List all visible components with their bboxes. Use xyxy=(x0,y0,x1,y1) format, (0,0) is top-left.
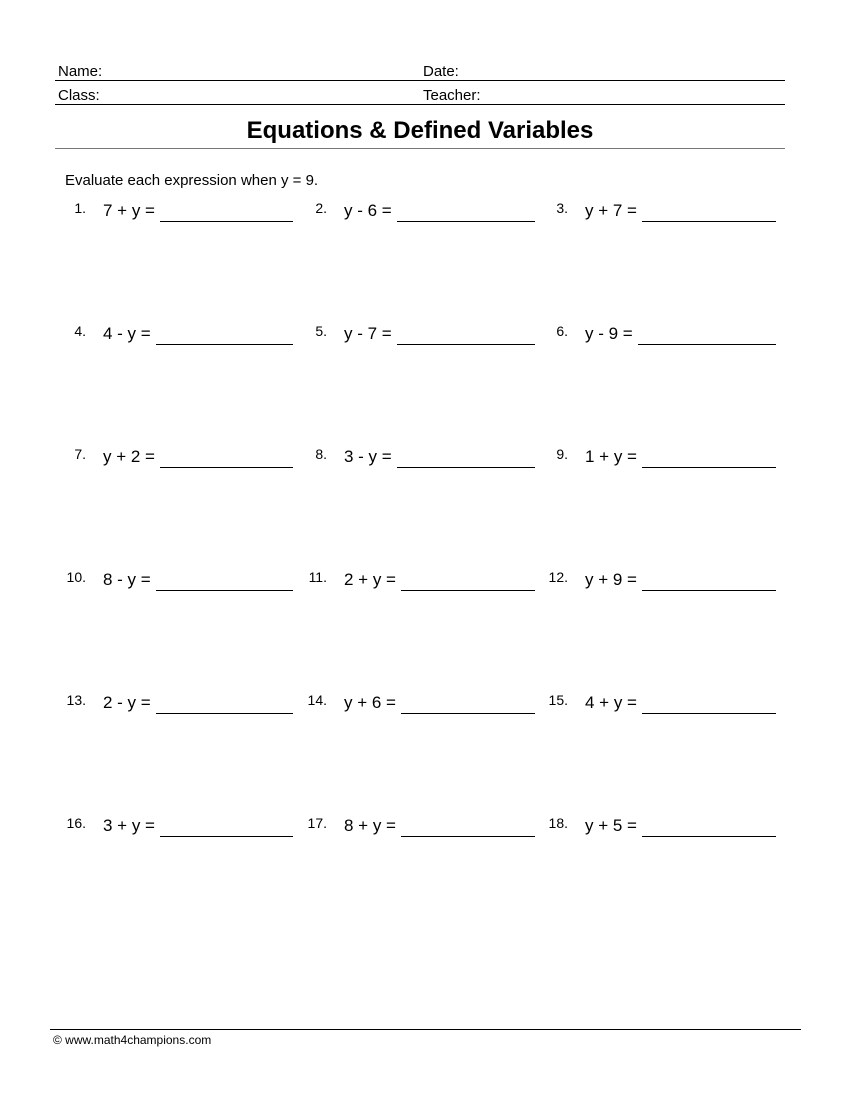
answer-line[interactable] xyxy=(397,344,535,345)
problem-expression: y - 9 = xyxy=(585,324,633,343)
answer-line[interactable] xyxy=(156,344,293,345)
problem-number: 14. xyxy=(307,692,327,708)
problem-number: 10. xyxy=(66,569,86,585)
problem-number: 11. xyxy=(308,569,327,585)
problem-expression: 3 - y = xyxy=(344,447,392,466)
answer-line[interactable] xyxy=(156,590,293,591)
answer-line[interactable] xyxy=(638,344,776,345)
problem-expression: 2 + y = xyxy=(344,570,396,589)
problem-number: 6. xyxy=(556,323,568,339)
problem-number: 18. xyxy=(548,815,568,831)
problem-expression: y + 2 = xyxy=(103,447,155,466)
problem-number: 8. xyxy=(315,446,327,462)
answer-line[interactable] xyxy=(642,836,776,837)
answer-line[interactable] xyxy=(397,221,535,222)
problem-expression: y + 7 = xyxy=(585,201,637,220)
problem-expression: 4 + y = xyxy=(585,693,637,712)
problem-expression: y - 6 = xyxy=(344,201,392,220)
problem-expression: 3 + y = xyxy=(103,816,155,835)
problem-number: 16. xyxy=(66,815,86,831)
class-teacher-line xyxy=(55,104,785,105)
problem-number: 4. xyxy=(74,323,86,339)
problem-expression: y - 7 = xyxy=(344,324,392,343)
answer-line[interactable] xyxy=(156,713,293,714)
problem-number: 17. xyxy=(307,815,327,831)
problem-number: 9. xyxy=(556,446,568,462)
problem-number: 13. xyxy=(66,692,86,708)
answer-line[interactable] xyxy=(160,221,293,222)
answer-line[interactable] xyxy=(642,467,776,468)
answer-line[interactable] xyxy=(160,467,293,468)
problem-expression: y + 9 = xyxy=(585,570,637,589)
name-date-line xyxy=(55,80,785,81)
answer-line[interactable] xyxy=(160,836,293,837)
answer-line[interactable] xyxy=(642,590,776,591)
footer-copyright: © www.math4champions.com xyxy=(53,1033,212,1047)
problem-number: 3. xyxy=(556,200,568,216)
footer-divider xyxy=(50,1029,801,1030)
problem-expression: 1 + y = xyxy=(585,447,637,466)
problem-expression: 8 - y = xyxy=(103,570,151,589)
answer-line[interactable] xyxy=(397,467,535,468)
instructions: Evaluate each expression when y = 9. xyxy=(65,172,319,189)
problem-number: 15. xyxy=(548,692,568,708)
problem-expression: y + 5 = xyxy=(585,816,637,835)
problem-expression: 8 + y = xyxy=(344,816,396,835)
problem-number: 1. xyxy=(74,200,86,216)
title-divider xyxy=(55,148,785,149)
name-label: Name: xyxy=(58,63,103,80)
problem-number: 12. xyxy=(548,569,568,585)
class-label: Class: xyxy=(58,87,100,104)
answer-line[interactable] xyxy=(642,713,776,714)
problem-number: 7. xyxy=(74,446,86,462)
problem-expression: 2 - y = xyxy=(103,693,151,712)
answer-line[interactable] xyxy=(401,590,535,591)
problem-number: 2. xyxy=(315,200,327,216)
problem-expression: 4 - y = xyxy=(103,324,151,343)
page-title: Equations & Defined Variables xyxy=(246,117,594,144)
problem-expression: 7 + y = xyxy=(103,201,155,220)
answer-line[interactable] xyxy=(401,836,535,837)
teacher-label: Teacher: xyxy=(423,87,481,104)
date-label: Date: xyxy=(423,63,459,80)
problem-number: 5. xyxy=(315,323,327,339)
answer-line[interactable] xyxy=(642,221,776,222)
problem-expression: y + 6 = xyxy=(344,693,396,712)
answer-line[interactable] xyxy=(401,713,535,714)
